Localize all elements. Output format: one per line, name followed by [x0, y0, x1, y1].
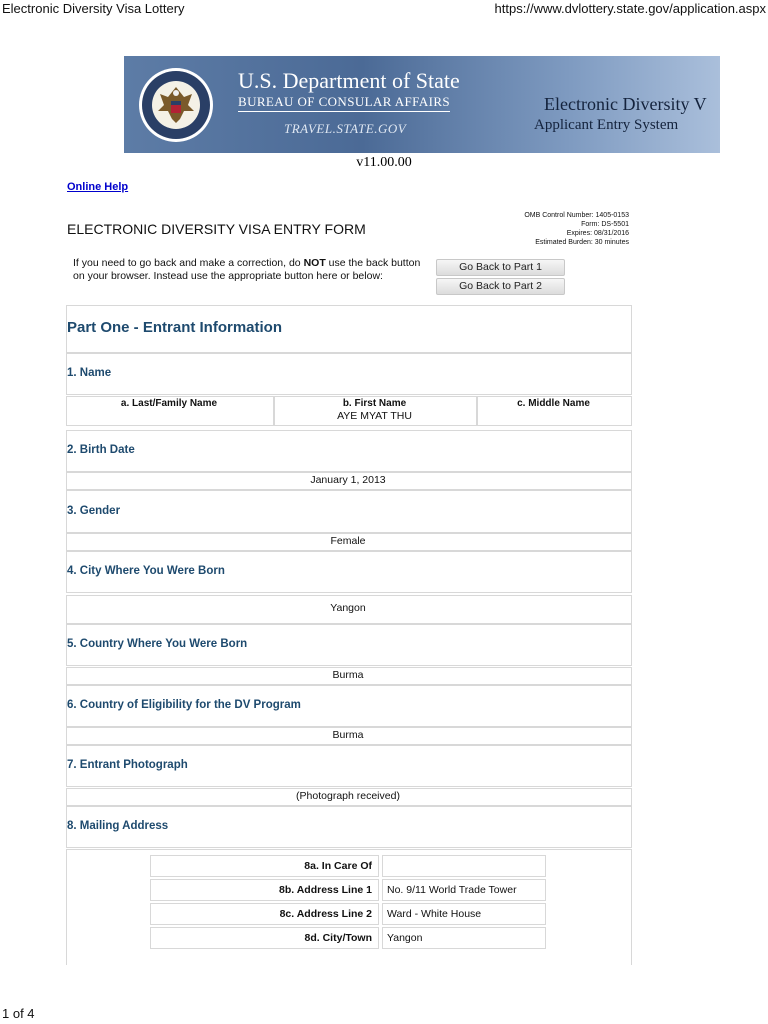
photo-value: (Photograph received): [296, 790, 400, 802]
city-town-value: Yangon: [382, 927, 546, 949]
birth-date-title: 2. Birth Date: [67, 444, 135, 456]
instructions: [73, 257, 423, 283]
department-name: U.S. Department of State: [238, 68, 460, 93]
online-help-link[interactable]: Online Help: [67, 181, 129, 193]
address-line2-label: 8c. Address Line 2: [150, 903, 379, 925]
in-care-of-value: [382, 855, 546, 877]
applicant-entry-system: Applicant Entry System: [534, 117, 679, 133]
omb-control-number: OMB Control Number: 1405-0153: [524, 212, 629, 219]
city-born-title: 4. City Where You Were Born: [67, 565, 225, 577]
photo-title: 7. Entrant Photograph: [67, 759, 188, 771]
middle-name-label: c. Middle Name: [517, 398, 590, 409]
birth-date-value: January 1, 2013: [310, 474, 386, 486]
gender-title: 3. Gender: [67, 505, 121, 517]
gender-value: Female: [330, 535, 366, 547]
bureau-name: BUREAU OF CONSULAR AFFAIRS: [238, 94, 450, 112]
edv-system-title: Electronic Diversity V: [544, 94, 707, 114]
travel-state-gov: TRAVEL.STATE.GOV: [284, 121, 407, 136]
birth-date-header: [66, 430, 632, 472]
city-town-label: 8d. City/Town: [150, 927, 379, 949]
country-born-value: Burma: [332, 669, 364, 681]
name-section-title: 1. Name: [67, 367, 112, 379]
print-page-url: https://www.dvlottery.state.gov/application.aspx: [494, 1, 766, 16]
print-page-title: Electronic Diversity Visa Lottery: [2, 1, 185, 16]
eligibility-value: Burma: [332, 729, 364, 741]
form-title: ELECTRONIC DIVERSITY VISA ENTRY FORM: [67, 221, 366, 237]
part-one-title: Part One - Entrant Information: [67, 319, 283, 336]
instructions-emphasis: NOT: [303, 257, 326, 269]
omb-form-number: Form: DS-5501: [581, 221, 629, 228]
address-line1-label: 8b. Address Line 1: [150, 879, 379, 901]
version-label: v11.00.00: [356, 155, 412, 170]
gender-header: [66, 490, 632, 533]
in-care-of-label: 8a. In Care Of: [150, 855, 379, 877]
address-line1-value: No. 9/11 World Trade Tower: [382, 879, 546, 901]
last-name-label: a. Last/Family Name: [120, 398, 218, 409]
header-banner: [124, 56, 720, 153]
city-born-value: Yangon: [330, 602, 366, 614]
omb-expires: Expires: 08/31/2016: [566, 230, 629, 237]
eligibility-title: 6. Country of Eligibility for the DV Program: [67, 699, 301, 711]
print-page-number: 1 of 4: [2, 1006, 35, 1021]
instructions-text-cont: use the back button on your browser. Instead use the appropriate button here or below:: [73, 257, 421, 282]
mailing-title: 8. Mailing Address: [67, 820, 169, 832]
address-line2-value: Ward - White House: [382, 903, 546, 925]
instructions-text: If you need to go back and make a correction, do: [73, 257, 304, 269]
omb-burden: Estimated Burden: 30 minutes: [535, 239, 629, 246]
name-section-header: [66, 353, 632, 395]
go-back-part1-button[interactable]: Go Back to Part 1: [436, 259, 565, 276]
first-name-label: b. First Name: [342, 398, 407, 409]
first-name-value: AYE MYAT THU: [337, 410, 412, 422]
country-born-title: 5. Country Where You Were Born: [67, 638, 248, 650]
go-back-part2-button[interactable]: Go Back to Part 2: [436, 278, 565, 295]
omb-info: [524, 211, 629, 247]
state-department-seal-icon: [138, 67, 214, 143]
